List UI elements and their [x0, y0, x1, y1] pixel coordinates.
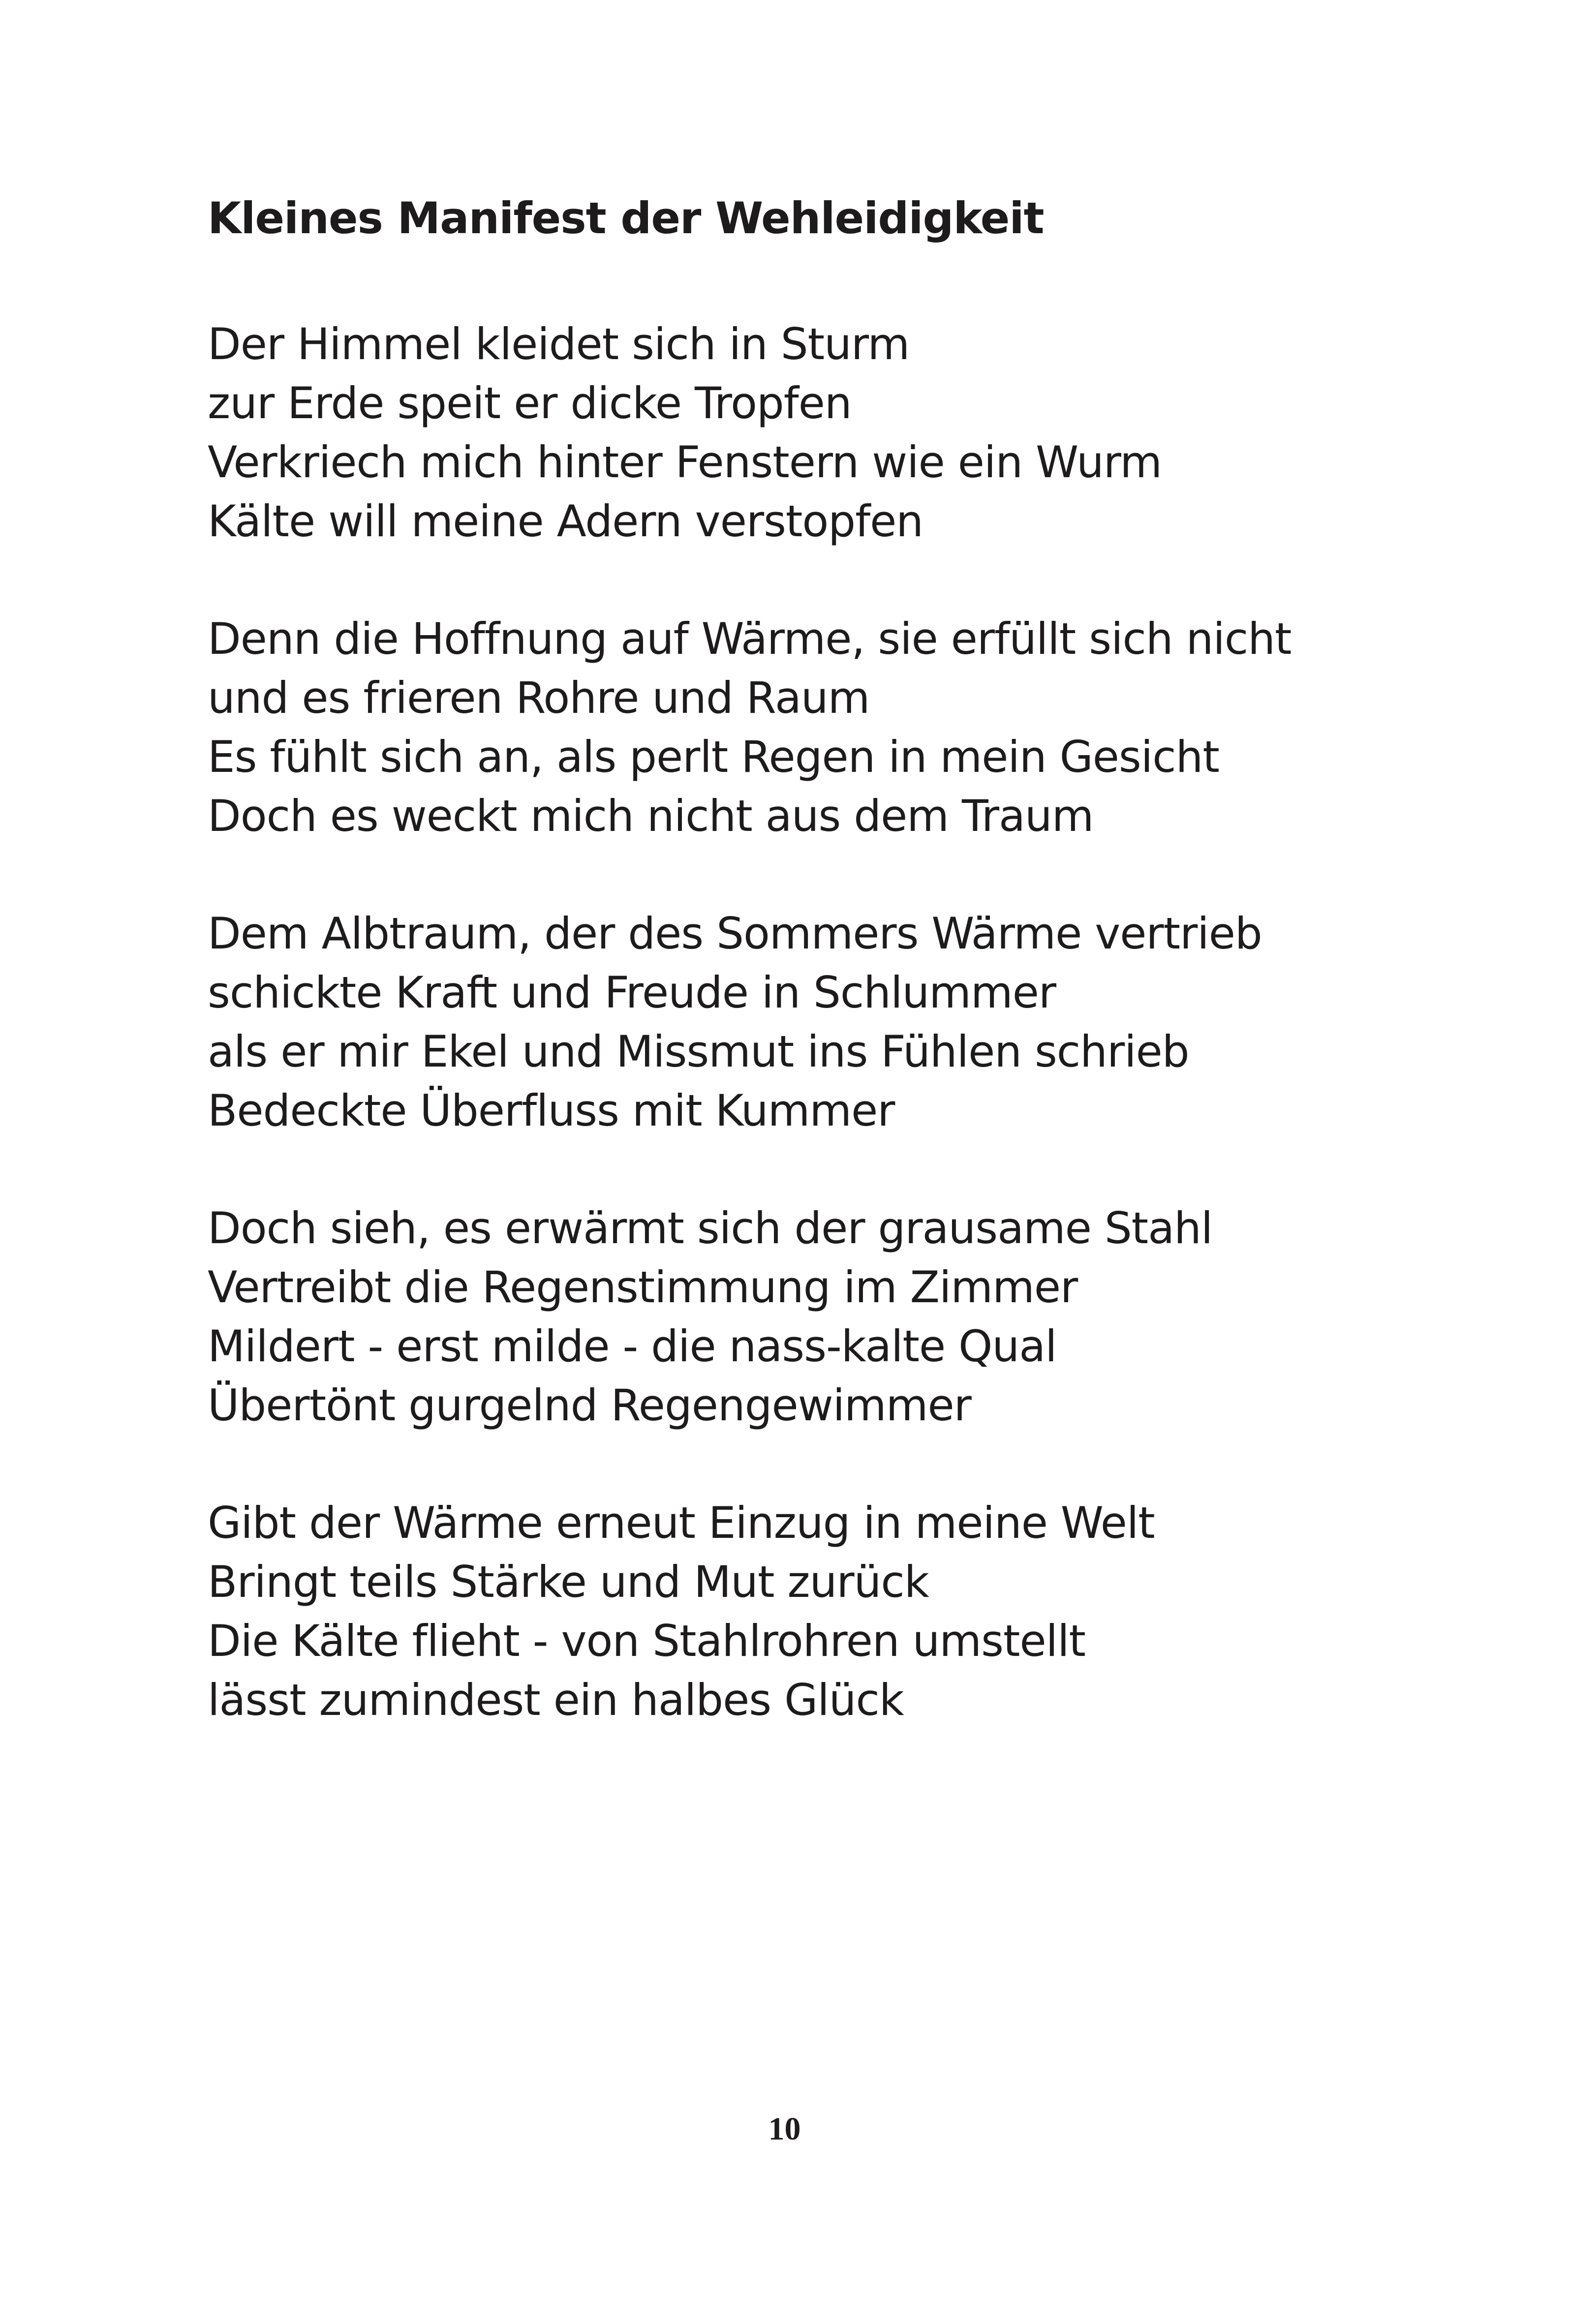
poem-line: als er mir Ekel und Missmut ins Fühlen schrieb [208, 1026, 1189, 1077]
poem-line: Bringt teils Stärke und Mut zurück [208, 1557, 929, 1607]
poem-line: Dem Albtraum, der des Sommers Wärme vertrieb [208, 908, 1262, 959]
stanza-2 [208, 610, 1438, 846]
page-number: 10 [768, 2111, 801, 2147]
poem-line: schickte Kraft und Freude in Schlummer [208, 967, 1056, 1018]
poem-line: Übertönt gurgelnd Regengewimmer [208, 1380, 971, 1431]
stanza-5 [208, 1494, 1438, 1730]
poem-line: Denn die Hoffnung auf Wärme, sie erfüllt sich nicht [208, 613, 1292, 664]
stanza-3 [208, 904, 1438, 1140]
poem-line: Der Himmel kleidet sich in Sturm [208, 319, 910, 369]
poem-line: Verkriech mich hinter Fenstern wie ein Wurm [208, 437, 1162, 488]
poem-line: Mildert - erst milde - die nass-kalte Qual [208, 1321, 1057, 1372]
poem-line: Die Kälte flieht - von Stahlrohren umstellt [208, 1616, 1086, 1666]
poem-line: Doch es weckt mich nicht aus dem Traum [208, 791, 1094, 841]
poem-line: und es frieren Rohre und Raum [208, 673, 870, 723]
stanza-1 [208, 315, 1438, 551]
poem-line: lässt zumindest ein halbes Glück [208, 1675, 904, 1725]
poem-line: Vertreibt die Regenstimmung im Zimmer [208, 1262, 1078, 1313]
poem-line: Es fühlt sich an, als perlt Regen in mein Gesicht [208, 732, 1219, 782]
poem-line: Bedeckte Überfluss mit Kummer [208, 1085, 895, 1136]
stanza-4 [208, 1199, 1438, 1435]
poem-line: Doch sieh, es erwärmt sich der grausame Stahl [208, 1203, 1213, 1254]
poem-line: Gibt der Wärme erneut Einzug in meine Welt [208, 1498, 1155, 1548]
poem-title: Kleines Manifest der Wehleidigkeit [208, 193, 1044, 244]
poem [208, 193, 1438, 1788]
poem-line: Kälte will meine Adern verstopfen [208, 496, 923, 547]
poem-line: zur Erde speit er dicke Tropfen [208, 378, 852, 428]
poem-body [208, 315, 1438, 1730]
